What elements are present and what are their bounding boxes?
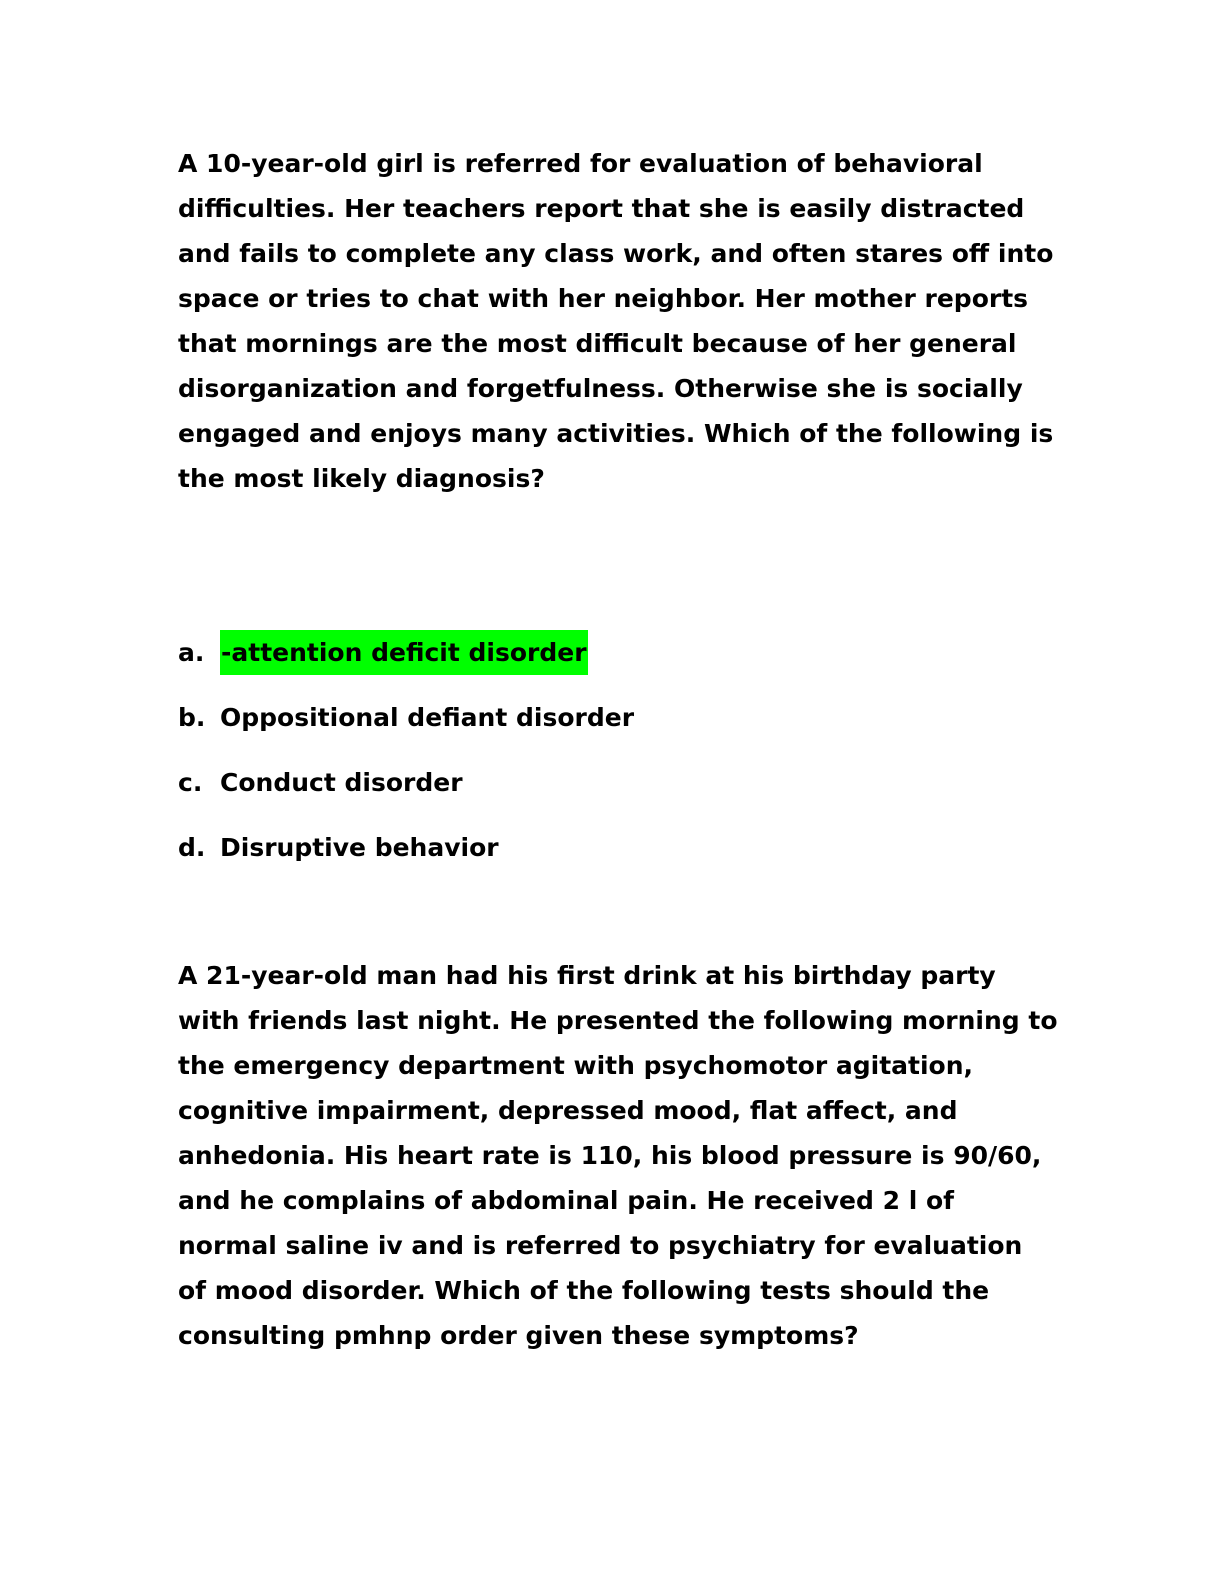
option-c-letter: c. (178, 768, 203, 797)
question-2-text: A 21-year-old man had his first drink at his birthday party with friends last night. He presented the following morning to the emergency department with psychomotor agitation, cognitive impairment, depressed mood, flat affect, and anhedonia. His heart rate is 110, his blood pressure is 90/60, and he complains of abdominal pain. He received 2 l of normal saline iv and is referred to psychiatry for evaluation of mood disorder. Which of the following tests should the consulting pmhnp order given these symptoms? (178, 961, 1058, 1350)
option-b-letter: b. (178, 703, 206, 732)
option-b-text: Oppositional defiant disorder (220, 703, 635, 732)
option-d-text: Disruptive behavior (220, 833, 499, 862)
question-1-options (178, 630, 1058, 890)
option-d (178, 825, 1058, 890)
option-c-text: Conduct disorder (220, 768, 463, 797)
option-d-letter: d. (178, 833, 206, 862)
question-1-text: A 10-year-old girl is referred for evaluation of behavioral difficulties. Her teachers report that she is easily distracted and fails to complete any class work, and often stares off into space or tries to chat with her neighbor. Her mother reports that mornings are the most difficult because of her general disorganization and forgetfulness. Otherwise she is socially engaged and enjoys many activities. Which of the following is the most likely diagnosis? (178, 149, 1054, 493)
option-a (178, 630, 1058, 695)
option-a-text-highlighted: -attention deficit disorder (220, 630, 588, 675)
option-c (178, 760, 1058, 825)
option-a-letter: a. (178, 638, 205, 667)
option-b (178, 695, 1058, 760)
